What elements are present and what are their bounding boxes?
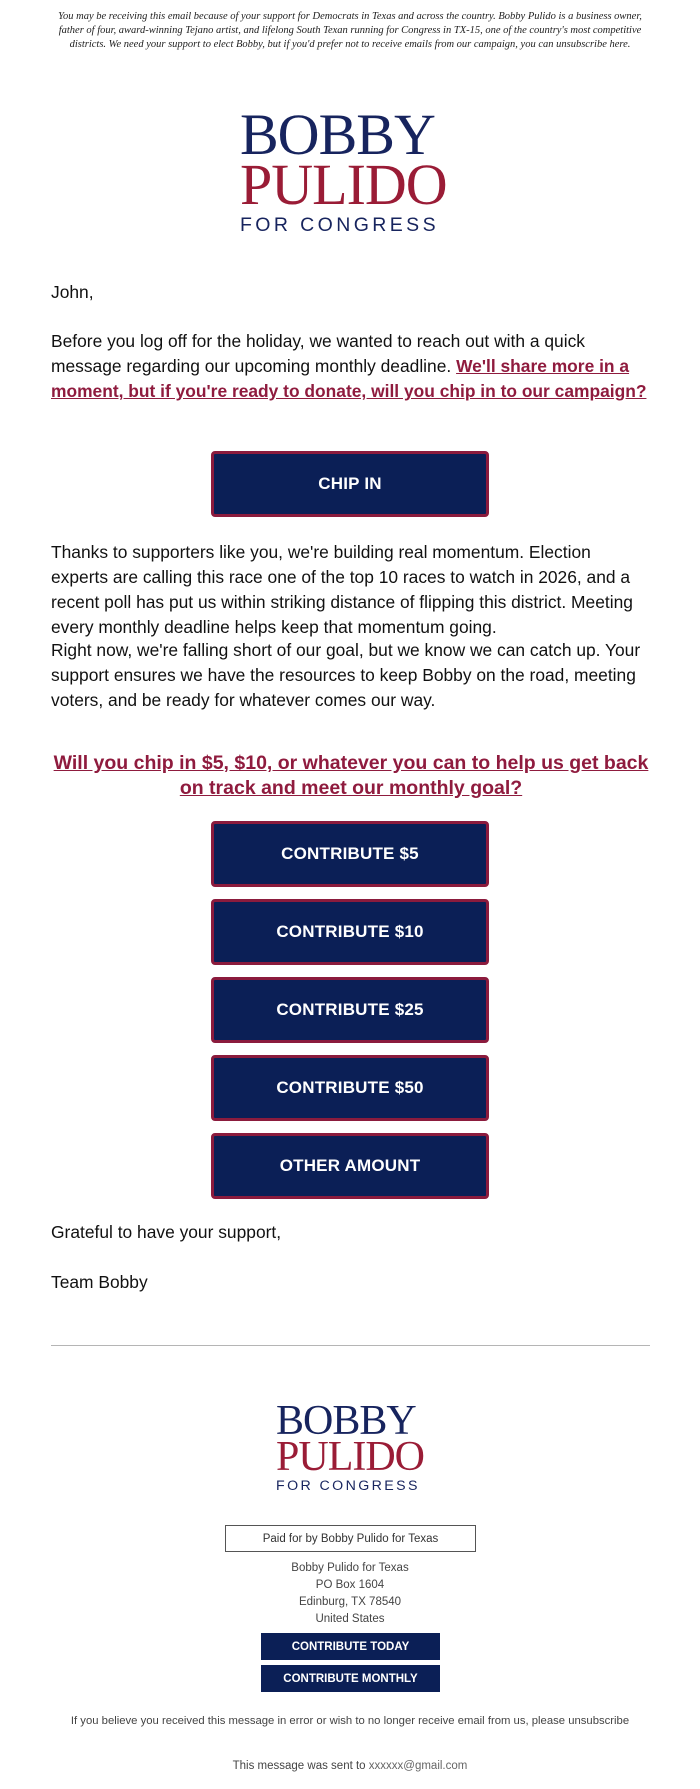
campaign-logo xyxy=(240,102,447,237)
contribute-today-button[interactable]: CONTRIBUTE TODAY xyxy=(261,1633,440,1660)
footer-logo-line-for-congress: FOR CONGRESS xyxy=(276,1478,420,1495)
footer-logo-line-pulido: PULIDO xyxy=(276,1434,424,1481)
contribute-25-button[interactable]: CONTRIBUTE $25 xyxy=(211,977,489,1043)
greeting: John, xyxy=(51,282,94,302)
paragraph-intro-text: Before you log off for the holiday, we wanted to reach out with a quick message regarding our upcoming monthly deadline. xyxy=(51,331,585,376)
sent-to-line xyxy=(150,1760,550,1772)
contribute-monthly-button[interactable]: CONTRIBUTE MONTHLY xyxy=(261,1665,440,1692)
contribute-10-button[interactable]: CONTRIBUTE $10 xyxy=(211,899,489,965)
address-line: Edinburg, TX 78540 xyxy=(298,1596,402,1608)
logo-line-pulido: PULIDO xyxy=(240,151,447,217)
address-line: United States xyxy=(315,1613,385,1625)
sent-to-address: xxxxxx@gmail.com xyxy=(368,1760,468,1772)
logo-line-bobby: BOBBY xyxy=(240,102,435,167)
paragraph-goal: Right now, we're falling short of our goal, but we know we can catch up. Your support ensures we have the resources to keep Bobby on the road, meeting voters, and be ready for whatever comes our way. xyxy=(51,640,641,710)
donation-ask-link[interactable]: Will you chip in $5, $10, or whatever you can to help us get back on track and meet our monthly goal? xyxy=(53,752,649,799)
footer-logo-line-bobby: BOBBY xyxy=(276,1398,416,1444)
donate-inline-link[interactable]: We'll share more in a moment, but if you're ready to donate, will you chip in to our campaign? xyxy=(51,356,647,401)
paragraph-intro xyxy=(51,329,651,404)
other-amount-button[interactable]: OTHER AMOUNT xyxy=(211,1133,489,1199)
paragraph-momentum: Thanks to supporters like you, we're building real momentum. Election experts are calling this race one of the top 10 races to watch in 2026, and a recent poll has put us within striking distance of flipping this district. Meeting every monthly deadline helps keep that momentum going. xyxy=(51,542,633,637)
footer-divider xyxy=(51,1345,650,1346)
logo-line-for-congress: FOR CONGRESS xyxy=(240,213,439,236)
mailing-address xyxy=(200,1560,500,1628)
footer-logo xyxy=(276,1398,424,1495)
contribute-50-button[interactable]: CONTRIBUTE $50 xyxy=(211,1055,489,1121)
sent-to-prefix: This message was sent to xyxy=(232,1760,366,1772)
address-line: Bobby Pulido for Texas xyxy=(291,1562,409,1574)
address-line: PO Box 1604 xyxy=(315,1579,385,1591)
disclaimer-text: You may be receiving this email because of your support for Democrats in Texas and across the country. Bobby Pulido is a business owner, father of four, award-winning Tejano artist, and lifelong South Texan running for Congress in TX-15, one of the country's most competitive districts. We need your support to elect Bobby, but if you'd prefer not to receive emails from our campaign, you can unsubscribe here. xyxy=(58,11,642,51)
chip-in-button[interactable]: CHIP IN xyxy=(211,451,489,517)
contribute-5-button[interactable]: CONTRIBUTE $5 xyxy=(211,821,489,887)
unsubscribe-note[interactable]: If you believe you received this message in error or wish to no longer receive email from us, please unsubscribe xyxy=(70,1715,630,1727)
closing: Grateful to have your support, xyxy=(51,1222,282,1242)
signature: Team Bobby xyxy=(51,1272,148,1292)
paid-for-box: Paid for by Bobby Pulido for Texas xyxy=(225,1525,476,1552)
